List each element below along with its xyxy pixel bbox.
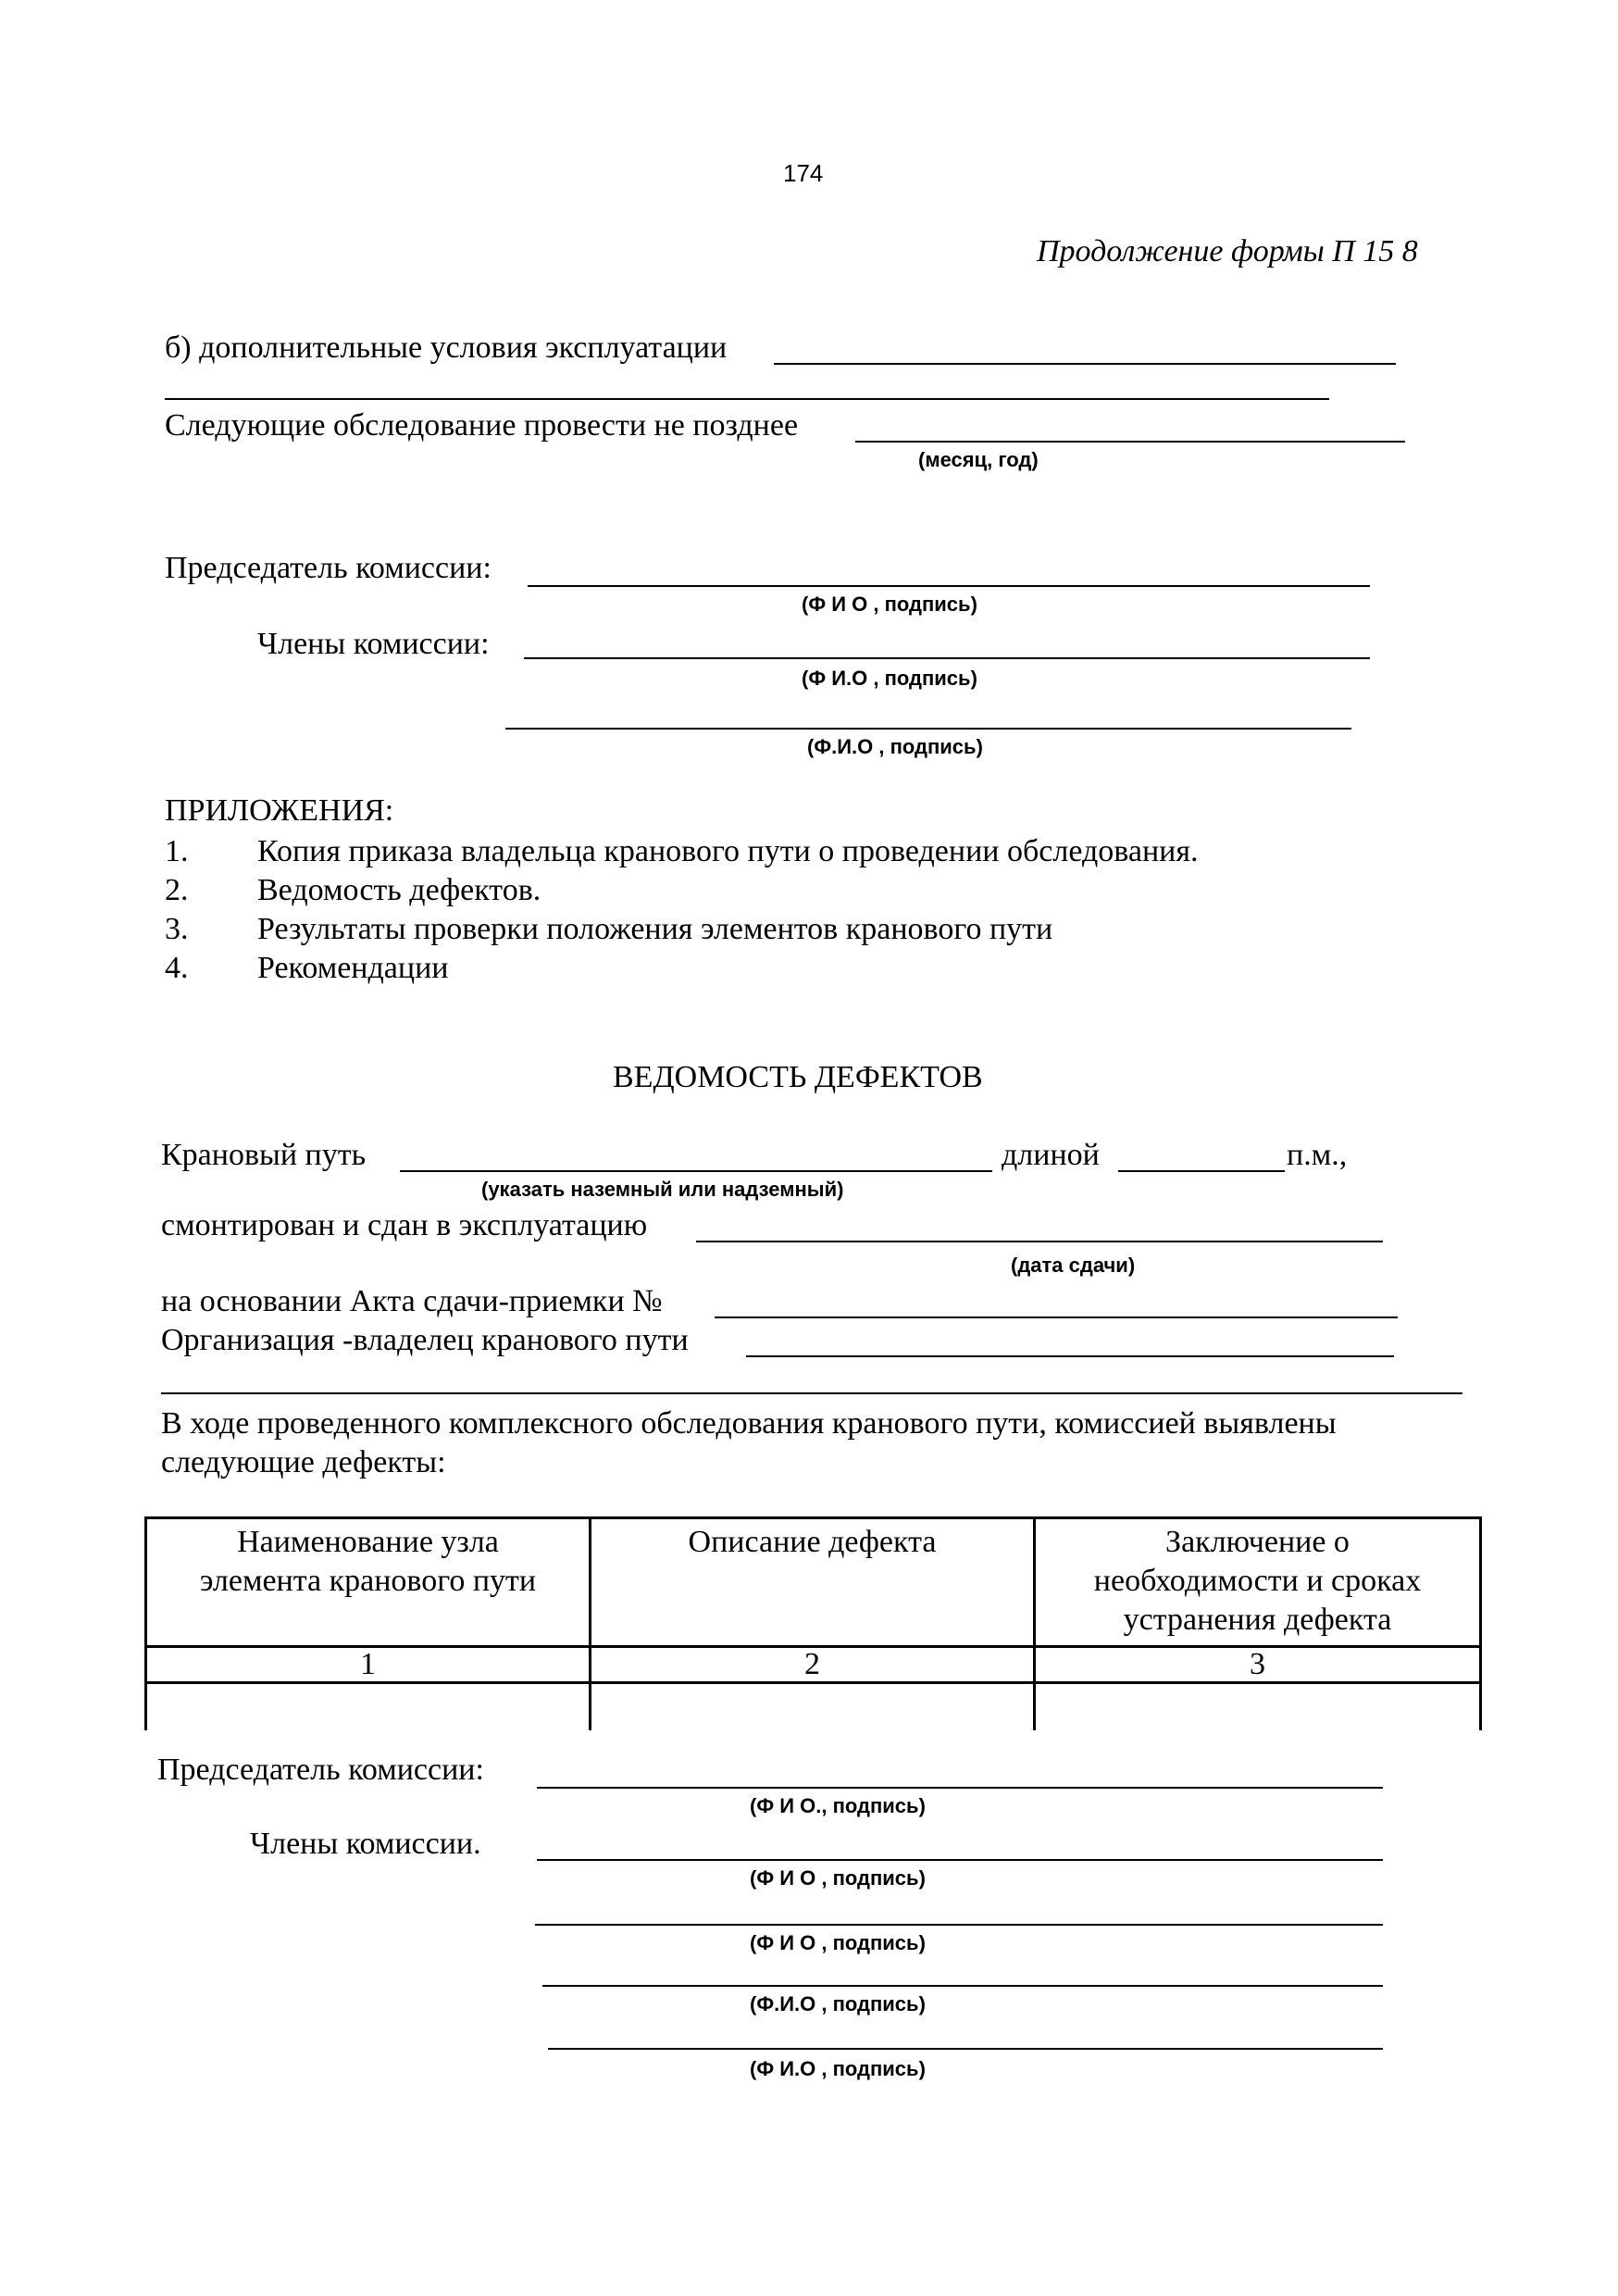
appendix-number: 3.	[165, 912, 189, 946]
crane-track-label: Крановый путь	[161, 1138, 367, 1172]
appendix-item: Копия приказа владельца кранового пути о проведении обследования.	[257, 834, 1199, 868]
appendix-number: 2.	[165, 873, 189, 907]
form-continuation-title: Продолжение формы П 15 8	[1037, 234, 1418, 268]
additional-conditions-label: б) дополнительные условия эксплуатации	[165, 331, 728, 365]
column-header-description: Описание дефекта	[591, 1518, 1035, 1647]
chairman-signature-field[interactable]	[528, 585, 1370, 587]
next-survey-caption: (месяц, год)	[918, 448, 1039, 471]
owner-field[interactable]	[746, 1355, 1394, 1357]
appendix-item: Результаты проверки положения элементов кранового пути	[257, 912, 1053, 946]
crane-track-caption: (указать наземный или надземный)	[481, 1178, 844, 1201]
bottom-member2-caption: (Ф И О , подпись)	[750, 1931, 926, 1954]
chairman-label: Председатель комиссии:	[165, 551, 492, 585]
bottom-chairman-caption: (Ф И О., подпись)	[750, 1794, 926, 1817]
appendix-item: Рекомендации	[257, 951, 449, 985]
members-label: Члены комиссии:	[257, 627, 490, 661]
additional-conditions-field[interactable]	[774, 363, 1396, 365]
additional-conditions-field-line2[interactable]	[165, 398, 1329, 400]
member1-signature-field[interactable]	[524, 657, 1370, 659]
defects-table	[144, 1516, 1482, 1730]
bottom-member3-caption: (Ф.И.О , подпись)	[750, 1992, 926, 2015]
owner-label: Организация -владелец кранового пути	[161, 1323, 689, 1357]
table-row	[146, 1683, 1481, 1731]
column-number: 1	[146, 1647, 591, 1683]
column-header-conclusion: Заключение о необходимости и сроках устранения дефекта	[1035, 1518, 1481, 1647]
bottom-members-label: Члены комиссии.	[250, 1827, 481, 1861]
length-field[interactable]	[1118, 1170, 1285, 1172]
mounted-caption: (дата сдачи)	[1011, 1254, 1136, 1277]
mounted-label: смонтирован и сдан в эксплуатацию	[161, 1208, 648, 1242]
bottom-member4-signature-field[interactable]	[548, 2048, 1383, 2050]
page-number: 174	[783, 159, 824, 187]
column-number: 3	[1035, 1647, 1481, 1683]
act-number-field[interactable]	[715, 1316, 1398, 1318]
defects-intro-line1: В ходе проведенного комплексного обследования кранового пути, комиссией выявлены	[161, 1406, 1337, 1441]
appendices-title: ПРИЛОЖЕНИЯ:	[165, 793, 394, 828]
member2-signature-field[interactable]	[505, 728, 1351, 730]
appendix-item: Ведомость дефектов.	[257, 873, 541, 907]
bottom-member3-signature-field[interactable]	[542, 1985, 1383, 1987]
table-header-row	[146, 1518, 1481, 1647]
defects-title: ВЕДОМОСТЬ ДЕФЕКТОВ	[613, 1060, 983, 1094]
table-number-row	[146, 1647, 1481, 1683]
table-cell[interactable]	[1035, 1683, 1481, 1731]
table-cell[interactable]	[146, 1683, 591, 1731]
defects-intro-line2: следующие дефекты:	[161, 1445, 446, 1479]
appendix-number: 1.	[165, 834, 189, 868]
bottom-member2-signature-field[interactable]	[535, 1924, 1383, 1926]
member2-caption: (Ф.И.О , подпись)	[807, 735, 983, 758]
bottom-chairman-label: Председатель комиссии:	[157, 1753, 484, 1787]
column-header-element: Наименование узла элемента кранового пути	[146, 1518, 591, 1647]
bottom-chairman-signature-field[interactable]	[537, 1787, 1383, 1789]
table-cell[interactable]	[591, 1683, 1035, 1731]
bottom-member4-caption: (Ф И.О , подпись)	[750, 2057, 926, 2080]
chairman-caption: (Ф И О , подпись)	[802, 593, 977, 616]
owner-field-line2[interactable]	[161, 1392, 1462, 1394]
bottom-member1-signature-field[interactable]	[537, 1859, 1383, 1861]
next-survey-field[interactable]	[855, 441, 1405, 443]
appendix-number: 4.	[165, 951, 189, 985]
member1-caption: (Ф И.О , подпись)	[802, 667, 977, 690]
crane-track-type-field[interactable]	[400, 1170, 992, 1172]
column-number: 2	[591, 1647, 1035, 1683]
length-unit: п.м.,	[1287, 1138, 1348, 1172]
mounted-date-field[interactable]	[696, 1241, 1383, 1242]
act-label: на основании Акта сдачи-приемки №	[161, 1284, 663, 1318]
bottom-member1-caption: (Ф И О , подпись)	[750, 1866, 926, 1890]
next-survey-label: Следующие обследование провести не позднее	[165, 408, 799, 443]
length-label: длиной	[1002, 1138, 1100, 1172]
